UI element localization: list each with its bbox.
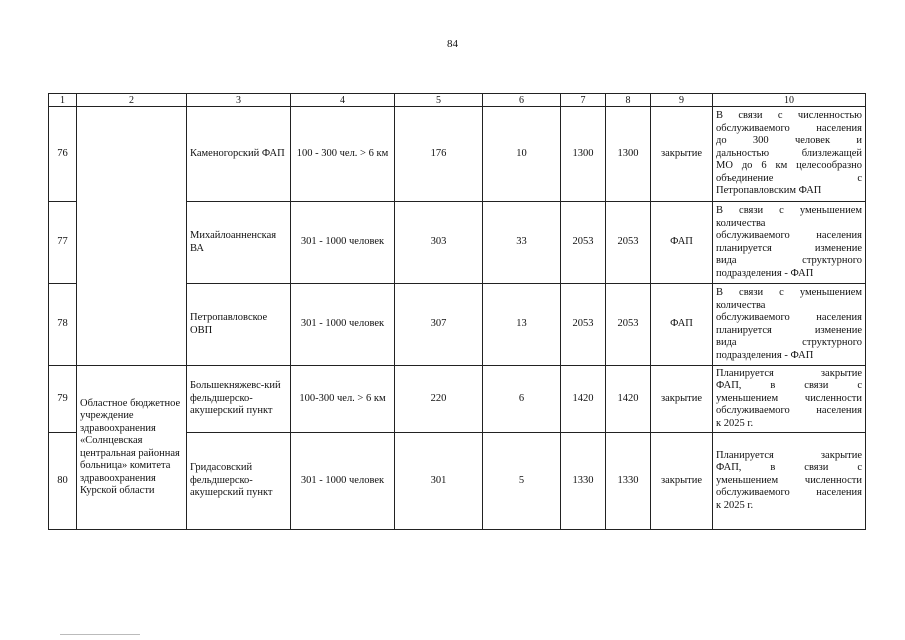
note-line: Планируется закрытие (716, 449, 862, 461)
column-header: 8 (606, 94, 651, 107)
value-cell-5: 301 (395, 433, 483, 530)
note-cell (713, 433, 866, 530)
column-header: 2 (77, 94, 187, 107)
facility-name: Петропавловское ОВП (187, 284, 291, 366)
row-number: 77 (49, 202, 77, 284)
note-line: к 2025 г. (716, 499, 754, 511)
note-line: планируется изменение (716, 324, 862, 336)
column-header: 3 (187, 94, 291, 107)
value-cell-6: 33 (483, 202, 561, 284)
scan-artifact-line (60, 634, 140, 635)
organization-cell-empty (77, 107, 187, 366)
note-line: В связи с численностью (716, 110, 862, 122)
note-line: Планируется закрытие (716, 367, 862, 379)
column-header: 6 (483, 94, 561, 107)
value-cell-5: 220 (395, 366, 483, 433)
value-cell-6: 5 (483, 433, 561, 530)
value-cell-7: 1420 (561, 366, 606, 433)
note-cell (713, 366, 866, 433)
note-line: вида структурного (716, 337, 862, 348)
note-line: подразделения - ФАП (716, 349, 814, 361)
row-number: 80 (49, 433, 77, 530)
note-line: В связи с уменьшением (716, 287, 862, 298)
note-line: обслуживаемого населения (716, 312, 862, 323)
value-cell-5: 176 (395, 107, 483, 202)
value-cell-8: 1420 (606, 366, 651, 433)
action-cell: закрытие (651, 366, 713, 433)
note-line: В связи с уменьшением (716, 205, 862, 216)
row-number: 78 (49, 284, 77, 366)
note-line: подразделения - ФАП (716, 267, 814, 279)
note-line: к 2025 г. (716, 417, 754, 429)
value-cell-7: 1300 (561, 107, 606, 202)
table-header-row (49, 94, 866, 107)
note-line: вида структурного (716, 255, 862, 266)
action-cell: закрытие (651, 433, 713, 530)
column-header: 4 (291, 94, 395, 107)
capacity-cell: 100 - 300 чел. > 6 км (291, 107, 395, 202)
value-cell-8: 1300 (606, 107, 651, 202)
value-cell-6: 6 (483, 366, 561, 433)
note-line: уменьшением численности (716, 392, 862, 404)
facility-name: Гридасовский фельдшерско-акушерский пункт (187, 433, 291, 530)
note-line: ФАП, в связи с (716, 380, 862, 392)
note-line: ФАП, в связи с (716, 462, 862, 474)
table-row (49, 366, 866, 433)
column-header: 9 (651, 94, 713, 107)
capacity-cell: 301 - 1000 человек (291, 433, 395, 530)
note-line: дальностью близлежащей (716, 147, 862, 159)
note-line: планируется изменение (716, 242, 862, 254)
value-cell-8: 2053 (606, 284, 651, 366)
value-cell-7: 2053 (561, 284, 606, 366)
value-cell-7: 1330 (561, 433, 606, 530)
note-line: обслуживаемого населения (716, 230, 862, 241)
page-number: 84 (447, 38, 458, 50)
capacity-cell: 100-300 чел. > 6 км (291, 366, 395, 433)
note-cell (713, 284, 866, 366)
value-cell-5: 303 (395, 202, 483, 284)
action-cell: закрытие (651, 107, 713, 202)
organization-name: Областное бюджетное учреждение здравоохранения «Солнцевская центральная районная больница» комитета здравоохранения Курской области (77, 366, 187, 530)
facility-name: Большекняжевс-кий фельдшерско-акушерский пункт (187, 366, 291, 433)
value-cell-6: 13 (483, 284, 561, 366)
value-cell-5: 307 (395, 284, 483, 366)
column-header: 7 (561, 94, 606, 107)
row-number: 76 (49, 107, 77, 202)
facility-name: Каменогорский ФАП (187, 107, 291, 202)
table-row (49, 107, 866, 202)
note-line: количества (716, 217, 766, 229)
note-line: Петропавловским ФАП (716, 185, 822, 197)
note-cell (713, 202, 866, 284)
data-table (48, 93, 866, 530)
note-cell (713, 107, 866, 202)
column-header: 10 (713, 94, 866, 107)
note-line: МО до 6 км целесообразно (716, 160, 862, 172)
action-cell: ФАП (651, 202, 713, 284)
note-line: обслуживаемого населения (716, 122, 862, 134)
row-number: 79 (49, 366, 77, 433)
value-cell-7: 2053 (561, 202, 606, 284)
value-cell-8: 2053 (606, 202, 651, 284)
note-line: обслуживаемого населения (716, 405, 862, 417)
value-cell-6: 10 (483, 107, 561, 202)
note-line: обслуживаемого населения (716, 487, 862, 499)
column-header: 5 (395, 94, 483, 107)
note-line: до 300 человек и (716, 135, 862, 147)
capacity-cell: 301 - 1000 человек (291, 284, 395, 366)
column-header: 1 (49, 94, 77, 107)
note-line: количества (716, 299, 766, 311)
facility-name: Михайлоанненская ВА (187, 202, 291, 284)
capacity-cell: 301 - 1000 человек (291, 202, 395, 284)
note-line: объединение с (716, 172, 862, 184)
action-cell: ФАП (651, 284, 713, 366)
note-line: уменьшением численности (716, 474, 862, 486)
value-cell-8: 1330 (606, 433, 651, 530)
